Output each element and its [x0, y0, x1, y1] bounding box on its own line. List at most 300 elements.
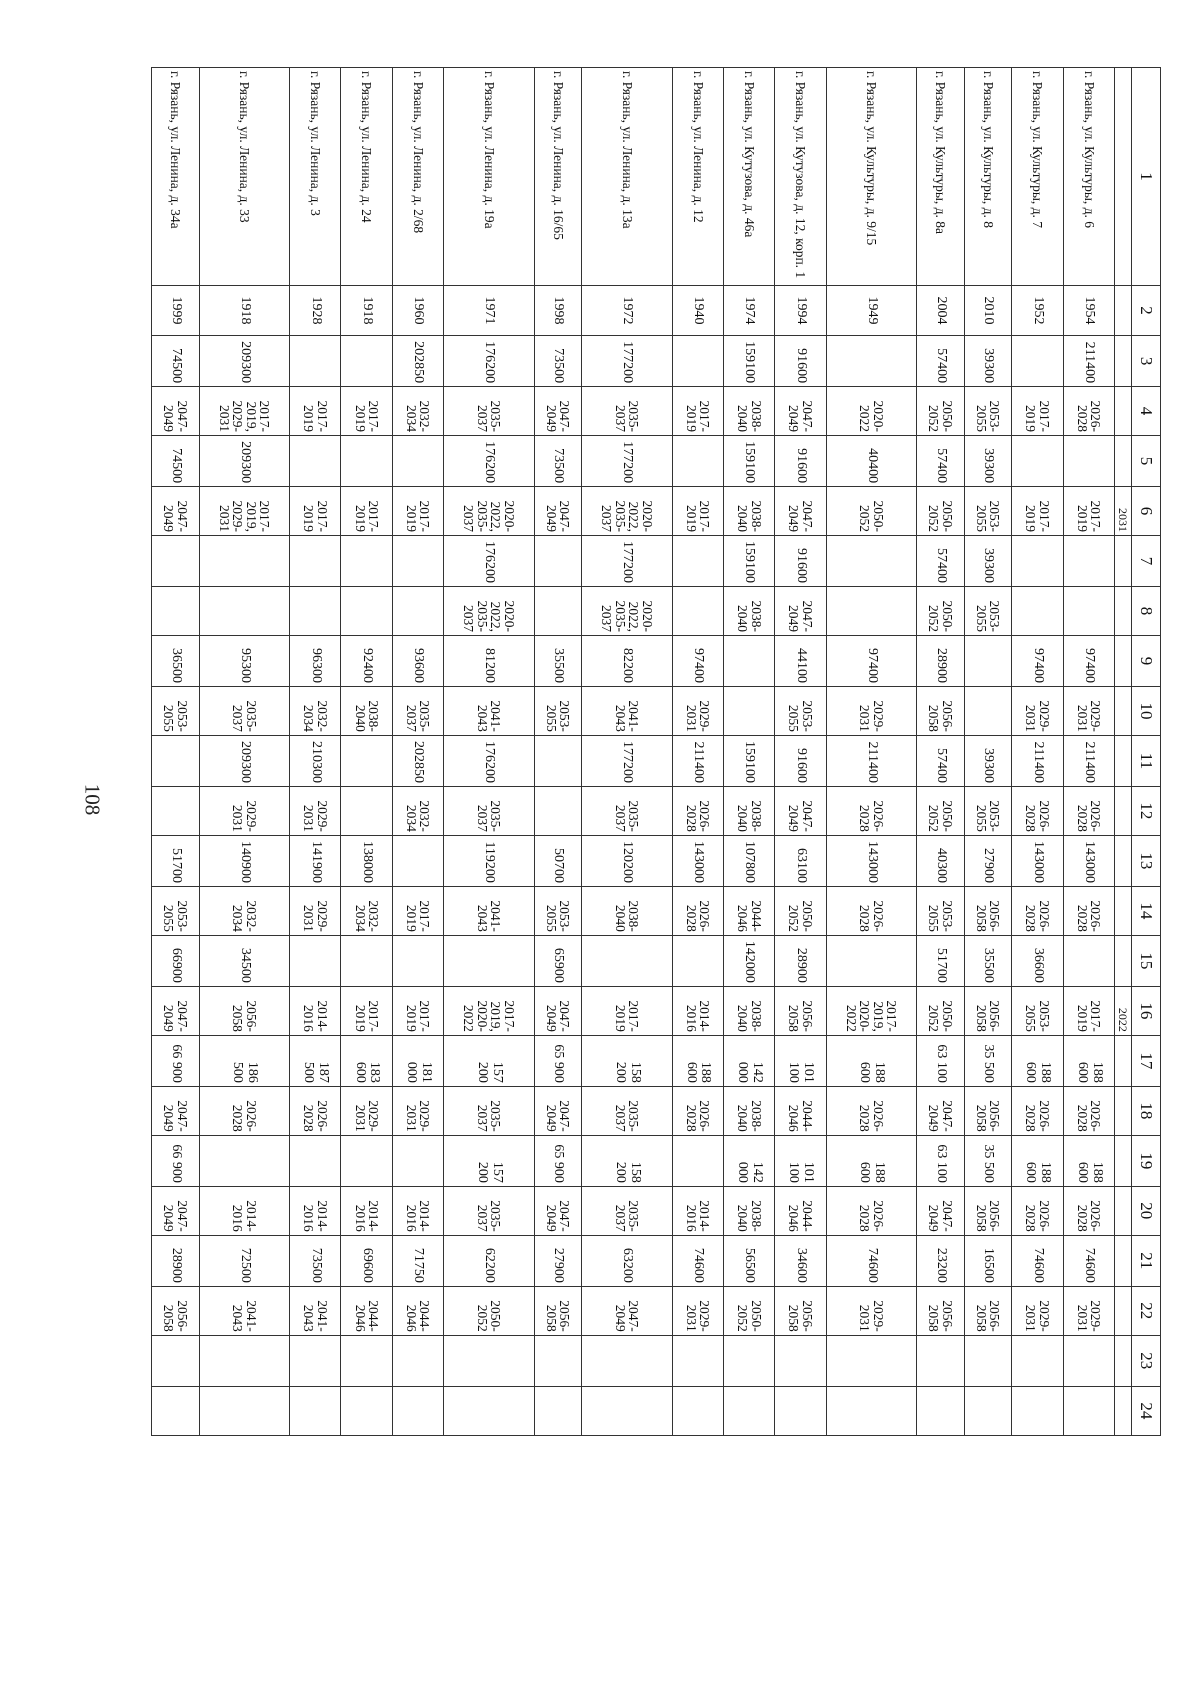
- cost-cell: [341, 436, 392, 487]
- cost-cell: 57400: [917, 336, 965, 387]
- page-number: 108: [80, 783, 105, 816]
- subheader-row: [1115, 68, 1132, 1436]
- subheader-cell: [1115, 286, 1132, 336]
- cost-cell: [199, 1135, 289, 1186]
- period-cell: [341, 786, 392, 835]
- cost-cell: 56500: [723, 1235, 774, 1286]
- period-cell: 2026- 2028: [672, 1086, 723, 1135]
- period-cell: 2017- 2019: [392, 886, 443, 935]
- table-row: [1012, 68, 1063, 1436]
- cost-cell: 74600: [1063, 1235, 1114, 1286]
- period-cell: [534, 786, 582, 835]
- cost-cell: 57400: [917, 436, 965, 487]
- period-cell: 2053- 2055: [964, 387, 1012, 436]
- period-cell: 2053- 2055: [534, 687, 582, 736]
- cost-cell: 176200: [444, 336, 534, 387]
- period-cell: 2044- 2046: [392, 1286, 443, 1335]
- period-cell: 2056- 2058: [152, 1286, 200, 1335]
- period-cell: 2020- 2022, 2035- 2037: [582, 587, 672, 636]
- cost-cell: [1063, 935, 1114, 986]
- cost-cell: 188 600: [826, 1135, 916, 1186]
- cost-cell: [582, 935, 672, 986]
- period-cell: 2047- 2049: [152, 986, 200, 1035]
- period-cell: 2032- 2034: [290, 687, 341, 736]
- cost-cell: [1012, 1335, 1063, 1386]
- cost-cell: [341, 336, 392, 387]
- cost-cell: [152, 735, 200, 786]
- cost-cell: [672, 935, 723, 986]
- column-header: 14: [1132, 886, 1161, 935]
- address-cell: г. Рязань, ул. Ленина, д. 3: [290, 68, 341, 286]
- cost-cell: 143000: [826, 835, 916, 886]
- cost-cell: 209300: [199, 436, 289, 487]
- cost-cell: [1012, 535, 1063, 586]
- period-cell: 2038- 2040: [723, 786, 774, 835]
- period-cell: 2041- 2043: [582, 687, 672, 736]
- address-cell: г. Рязань, ул. Ленина, д. 33: [199, 68, 289, 286]
- subheader-cell: [1115, 935, 1132, 986]
- cost-cell: 93600: [392, 635, 443, 686]
- cost-cell: 91600: [775, 336, 826, 387]
- cost-cell: 66 900: [152, 1135, 200, 1186]
- cost-cell: 188 600: [1012, 1135, 1063, 1186]
- cost-cell: 97400: [672, 635, 723, 686]
- period-cell: 2041- 2043: [444, 687, 534, 736]
- cost-cell: 209300: [199, 336, 289, 387]
- cost-cell: 66900: [152, 935, 200, 986]
- cost-cell: [444, 1335, 534, 1386]
- cost-cell: 91600: [775, 735, 826, 786]
- period-cell: 2050- 2052: [917, 786, 965, 835]
- period-cell: 2026- 2028: [1012, 886, 1063, 935]
- cost-cell: [672, 1335, 723, 1386]
- cost-cell: 177200: [582, 336, 672, 387]
- cost-cell: 62200: [444, 1235, 534, 1286]
- period-cell: 2017- 2019: [341, 487, 392, 536]
- cost-cell: 143000: [672, 835, 723, 886]
- period-cell: 2056- 2058: [964, 986, 1012, 1035]
- cost-cell: 97400: [1012, 635, 1063, 686]
- period-cell: 2056- 2058: [964, 1186, 1012, 1235]
- subheader-cell: [1115, 387, 1132, 436]
- cost-cell: 39300: [964, 336, 1012, 387]
- build-year-cell: 1994: [775, 286, 826, 336]
- period-cell: 2017- 2019: [341, 986, 392, 1035]
- period-cell: 2020- 2022, 2035- 2037: [582, 487, 672, 536]
- period-cell: 2035- 2037: [444, 786, 534, 835]
- cost-cell: 63 100: [917, 1135, 965, 1186]
- cost-cell: 159100: [723, 336, 774, 387]
- table-row: [672, 68, 723, 1436]
- cost-cell: 81200: [444, 635, 534, 686]
- cost-cell: 73500: [534, 336, 582, 387]
- cost-cell: 73500: [534, 436, 582, 487]
- cost-cell: [672, 336, 723, 387]
- period-cell: 2017- 2019: [1012, 487, 1063, 536]
- cost-cell: 159100: [723, 735, 774, 786]
- period-cell: 2050- 2052: [723, 1286, 774, 1335]
- cost-cell: 143000: [1063, 835, 1114, 886]
- period-cell: [341, 587, 392, 636]
- cost-cell: 35500: [964, 935, 1012, 986]
- cost-cell: 92400: [341, 635, 392, 686]
- period-cell: 2047- 2049: [152, 1186, 200, 1235]
- period-cell: 2047- 2049: [534, 986, 582, 1035]
- address-cell: г. Рязань, ул. Кутузова, д. 12, корп. 1: [775, 68, 826, 286]
- period-cell: 2041- 2043: [290, 1286, 341, 1335]
- period-cell: 2032- 2034: [199, 886, 289, 935]
- period-cell: 2029- 2031: [1063, 687, 1114, 736]
- period-cell: 2053- 2055: [775, 687, 826, 736]
- period-cell: 2026- 2028: [826, 1086, 916, 1135]
- subheader-cell: 2031: [1115, 487, 1132, 536]
- period-cell: 2047- 2049: [152, 387, 200, 436]
- table-row: [341, 68, 392, 1436]
- period-cell: 2050- 2052: [444, 1286, 534, 1335]
- cost-cell: 34500: [199, 935, 289, 986]
- cost-cell: 50700: [534, 835, 582, 886]
- build-year-cell: 1918: [199, 286, 289, 336]
- period-cell: 2029- 2031: [826, 687, 916, 736]
- table-row: [775, 68, 826, 1436]
- cost-cell: 158 200: [582, 1035, 672, 1086]
- cost-cell: 176200: [444, 535, 534, 586]
- table-row: [199, 68, 289, 1436]
- cost-cell: [534, 535, 582, 586]
- period-cell: [290, 587, 341, 636]
- column-header: 16: [1132, 986, 1161, 1035]
- column-header: 13: [1132, 835, 1161, 886]
- build-year-cell: 1998: [534, 286, 582, 336]
- period-cell: 2056- 2058: [775, 986, 826, 1035]
- column-header: 24: [1132, 1386, 1161, 1435]
- period-cell: 2017- 2019: [582, 986, 672, 1035]
- period-cell: 2017- 2019, 2029- 2031: [199, 387, 289, 436]
- period-cell: [826, 1386, 916, 1435]
- period-cell: 2050- 2052: [917, 986, 965, 1035]
- period-cell: [1012, 587, 1063, 636]
- cost-cell: 202850: [392, 735, 443, 786]
- cost-cell: 188 600: [672, 1035, 723, 1086]
- cost-cell: 27900: [534, 1235, 582, 1286]
- cost-cell: 176200: [444, 735, 534, 786]
- build-year-cell: 2004: [917, 286, 965, 336]
- cost-cell: [1063, 535, 1114, 586]
- period-cell: 2047- 2049: [582, 1286, 672, 1335]
- table-row: [392, 68, 443, 1436]
- address-cell: г. Рязань, ул. Культуры, д. 6: [1063, 68, 1114, 286]
- build-year-cell: 1971: [444, 286, 534, 336]
- cost-cell: 142000: [723, 935, 774, 986]
- cost-cell: 36500: [152, 635, 200, 686]
- column-header: 8: [1132, 587, 1161, 636]
- period-cell: 2026- 2028: [1063, 786, 1114, 835]
- cost-cell: 74500: [152, 336, 200, 387]
- period-cell: 2017- 2019: [672, 487, 723, 536]
- column-header: 6: [1132, 487, 1161, 536]
- subheader-cell: [1115, 1186, 1132, 1235]
- cost-cell: [723, 1335, 774, 1386]
- address-cell: г. Рязань, ул. Кутузова, д. 46а: [723, 68, 774, 286]
- period-cell: [199, 1386, 289, 1435]
- rotated-table-frame: [151, 67, 1161, 1436]
- period-cell: 2035- 2037: [582, 786, 672, 835]
- column-header: 20: [1132, 1186, 1161, 1235]
- build-year-cell: 1918: [341, 286, 392, 336]
- build-year-cell: 1928: [290, 286, 341, 336]
- cost-cell: 73500: [290, 1235, 341, 1286]
- cost-cell: 57400: [917, 535, 965, 586]
- period-cell: 2017- 2019: [392, 986, 443, 1035]
- cost-cell: [917, 1335, 965, 1386]
- cost-cell: 202850: [392, 336, 443, 387]
- cost-cell: [534, 1335, 582, 1386]
- build-year-cell: 1974: [723, 286, 774, 336]
- period-cell: [723, 1386, 774, 1435]
- cost-cell: 35 500: [964, 1135, 1012, 1186]
- build-year-cell: 1954: [1063, 286, 1114, 336]
- period-cell: [152, 786, 200, 835]
- table-row: [723, 68, 774, 1436]
- cost-cell: [392, 535, 443, 586]
- period-cell: 2038- 2040: [723, 487, 774, 536]
- period-cell: 2026- 2028: [199, 1086, 289, 1135]
- build-year-cell: 1999: [152, 286, 200, 336]
- cost-cell: [290, 1135, 341, 1186]
- period-cell: 2017- 2019: [290, 487, 341, 536]
- cost-cell: [341, 535, 392, 586]
- period-cell: 2056- 2058: [964, 886, 1012, 935]
- cost-cell: [964, 1335, 1012, 1386]
- cost-cell: 63200: [582, 1235, 672, 1286]
- period-cell: 2014- 2016: [290, 986, 341, 1035]
- cost-cell: [290, 1335, 341, 1386]
- period-cell: 2026- 2028: [826, 1186, 916, 1235]
- cost-cell: 35 500: [964, 1035, 1012, 1086]
- subheader-cell: [1115, 886, 1132, 935]
- period-cell: [392, 1386, 443, 1435]
- period-cell: 2026- 2028: [1012, 1086, 1063, 1135]
- period-cell: [672, 587, 723, 636]
- period-cell: [1063, 587, 1114, 636]
- period-cell: 2044- 2046: [341, 1286, 392, 1335]
- period-cell: 2032- 2034: [392, 786, 443, 835]
- period-cell: 2047- 2049: [152, 487, 200, 536]
- column-header: 17: [1132, 1035, 1161, 1086]
- period-cell: 2053- 2055: [964, 587, 1012, 636]
- column-header: 1: [1132, 68, 1161, 286]
- period-cell: 2017- 2019, 2020- 2022: [826, 986, 916, 1035]
- cost-cell: 39300: [964, 735, 1012, 786]
- cost-cell: 177200: [582, 535, 672, 586]
- cost-cell: [341, 1335, 392, 1386]
- period-cell: [964, 687, 1012, 736]
- cost-cell: [1012, 336, 1063, 387]
- subheader-cell: [1115, 1086, 1132, 1135]
- period-cell: 2053- 2055: [964, 487, 1012, 536]
- cost-cell: 101 100: [775, 1135, 826, 1186]
- period-cell: 2056- 2058: [534, 1286, 582, 1335]
- cost-cell: 36600: [1012, 935, 1063, 986]
- period-cell: 2053- 2055: [152, 886, 200, 935]
- period-cell: [826, 587, 916, 636]
- period-cell: 2053- 2055: [1012, 986, 1063, 1035]
- address-cell: г. Рязань, ул. Культуры, д. 8а: [917, 68, 965, 286]
- cost-cell: 65 900: [534, 1135, 582, 1186]
- cost-cell: 157 200: [444, 1035, 534, 1086]
- period-cell: 2026- 2028: [826, 886, 916, 935]
- period-cell: 2047- 2049: [775, 387, 826, 436]
- period-cell: 2017- 2019: [290, 387, 341, 436]
- period-cell: 2026- 2028: [1063, 1086, 1114, 1135]
- address-cell: г. Рязань, ул. Ленина, д. 34а: [152, 68, 200, 286]
- build-year-cell: 2010: [964, 286, 1012, 336]
- period-cell: 2032- 2034: [392, 387, 443, 436]
- cost-cell: 138000: [341, 835, 392, 886]
- cost-cell: 71750: [392, 1235, 443, 1286]
- period-cell: 2056- 2058: [775, 1286, 826, 1335]
- cost-cell: [534, 735, 582, 786]
- cost-cell: [392, 436, 443, 487]
- period-cell: 2044- 2046: [723, 886, 774, 935]
- subheader-cell: [1115, 687, 1132, 736]
- column-number-row: [1132, 68, 1161, 1436]
- period-cell: 2047- 2049: [534, 487, 582, 536]
- cost-cell: [775, 1335, 826, 1386]
- subheader-cell: [1115, 786, 1132, 835]
- cost-cell: 74600: [1012, 1235, 1063, 1286]
- cost-cell: 40300: [917, 835, 965, 886]
- cost-cell: 211400: [826, 735, 916, 786]
- subheader-cell: 2022: [1115, 986, 1132, 1035]
- period-cell: [917, 1386, 965, 1435]
- subheader-cell: [1115, 336, 1132, 387]
- period-cell: 2014- 2016: [672, 986, 723, 1035]
- column-header: 22: [1132, 1286, 1161, 1335]
- period-cell: 2026- 2028: [1012, 786, 1063, 835]
- cost-cell: 187 500: [290, 1035, 341, 1086]
- period-cell: 2029- 2031: [1012, 1286, 1063, 1335]
- address-cell: г. Рязань, ул. Ленина, д. 13а: [582, 68, 672, 286]
- cost-cell: 63 100: [917, 1035, 965, 1086]
- subheader-cell: [1115, 1235, 1132, 1286]
- cost-cell: 74600: [826, 1235, 916, 1286]
- period-cell: 2038- 2040: [582, 886, 672, 935]
- subheader-cell: [1115, 1386, 1132, 1435]
- cost-cell: [341, 935, 392, 986]
- cost-cell: 28900: [152, 1235, 200, 1286]
- period-cell: 2026- 2028: [1063, 1186, 1114, 1235]
- cost-cell: 28900: [917, 635, 965, 686]
- table-row: [534, 68, 582, 1436]
- period-cell: 2029- 2031: [341, 1086, 392, 1135]
- period-cell: 2053- 2055: [534, 886, 582, 935]
- cost-cell: 188 600: [1012, 1035, 1063, 1086]
- period-cell: 2038- 2040: [723, 1086, 774, 1135]
- address-cell: г. Рязань, ул. Культуры, д. 8: [964, 68, 1012, 286]
- period-cell: 2035- 2037: [392, 687, 443, 736]
- period-cell: 2029- 2031: [290, 786, 341, 835]
- build-year-cell: 1949: [826, 286, 916, 336]
- column-header: 15: [1132, 935, 1161, 986]
- table-row: [582, 68, 672, 1436]
- column-header: 21: [1132, 1235, 1161, 1286]
- build-year-cell: 1972: [582, 286, 672, 336]
- address-cell: г. Рязань, ул. Культуры, д. 9/15: [826, 68, 916, 286]
- period-cell: 2056- 2058: [199, 986, 289, 1035]
- cost-cell: [672, 436, 723, 487]
- table-row: [826, 68, 916, 1436]
- period-cell: 2041- 2043: [199, 1286, 289, 1335]
- cost-cell: 97400: [826, 635, 916, 686]
- cost-cell: [341, 735, 392, 786]
- cost-cell: [392, 1135, 443, 1186]
- period-cell: [534, 587, 582, 636]
- cost-cell: 65900: [534, 935, 582, 986]
- period-cell: 2014- 2016: [290, 1186, 341, 1235]
- period-cell: [152, 1386, 200, 1435]
- period-cell: [341, 1386, 392, 1435]
- period-cell: 2035- 2037: [582, 387, 672, 436]
- period-cell: [723, 687, 774, 736]
- cost-cell: 143000: [1012, 835, 1063, 886]
- cost-cell: 97400: [1063, 635, 1114, 686]
- period-cell: 2029- 2031: [672, 687, 723, 736]
- period-cell: 2017- 2019: [1012, 387, 1063, 436]
- cost-cell: 51700: [152, 835, 200, 886]
- period-cell: 2038- 2040: [723, 1186, 774, 1235]
- column-header: 7: [1132, 535, 1161, 586]
- period-cell: 2038- 2040: [341, 687, 392, 736]
- cost-cell: 142 000: [723, 1135, 774, 1186]
- period-cell: 2035- 2037: [199, 687, 289, 736]
- cost-cell: 16500: [964, 1235, 1012, 1286]
- cost-cell: [290, 535, 341, 586]
- period-cell: 2020- 2022, 2035- 2037: [444, 487, 534, 536]
- repair-schedule-table: [151, 67, 1161, 1436]
- build-year-cell: 1952: [1012, 286, 1063, 336]
- cost-cell: 181 000: [392, 1035, 443, 1086]
- cost-cell: [826, 1335, 916, 1386]
- cost-cell: 177200: [582, 436, 672, 487]
- period-cell: 2047- 2049: [534, 1186, 582, 1235]
- period-cell: [152, 587, 200, 636]
- period-cell: [775, 1386, 826, 1435]
- period-cell: [672, 1386, 723, 1435]
- period-cell: 2041- 2043: [444, 886, 534, 935]
- address-cell: г. Рязань, ул. Ленина, д. 19а: [444, 68, 534, 286]
- period-cell: [964, 1386, 1012, 1435]
- cost-cell: 188 600: [1063, 1035, 1114, 1086]
- cost-cell: [582, 1335, 672, 1386]
- period-cell: 2056- 2058: [917, 687, 965, 736]
- subheader-cell: [1115, 587, 1132, 636]
- period-cell: 2026- 2028: [1063, 886, 1114, 935]
- subheader-cell: [1115, 1286, 1132, 1335]
- cost-cell: [964, 635, 1012, 686]
- cost-cell: 186 500: [199, 1035, 289, 1086]
- period-cell: 2017- 2019: [341, 387, 392, 436]
- cost-cell: [392, 835, 443, 886]
- cost-cell: 157 200: [444, 1135, 534, 1186]
- address-cell: г. Рязань, ул. Ленина, д. 12: [672, 68, 723, 286]
- cost-cell: [290, 336, 341, 387]
- cost-cell: [826, 535, 916, 586]
- period-cell: 2047- 2049: [775, 786, 826, 835]
- cost-cell: 211400: [672, 735, 723, 786]
- cost-cell: 211400: [1063, 735, 1114, 786]
- table-row: [917, 68, 965, 1436]
